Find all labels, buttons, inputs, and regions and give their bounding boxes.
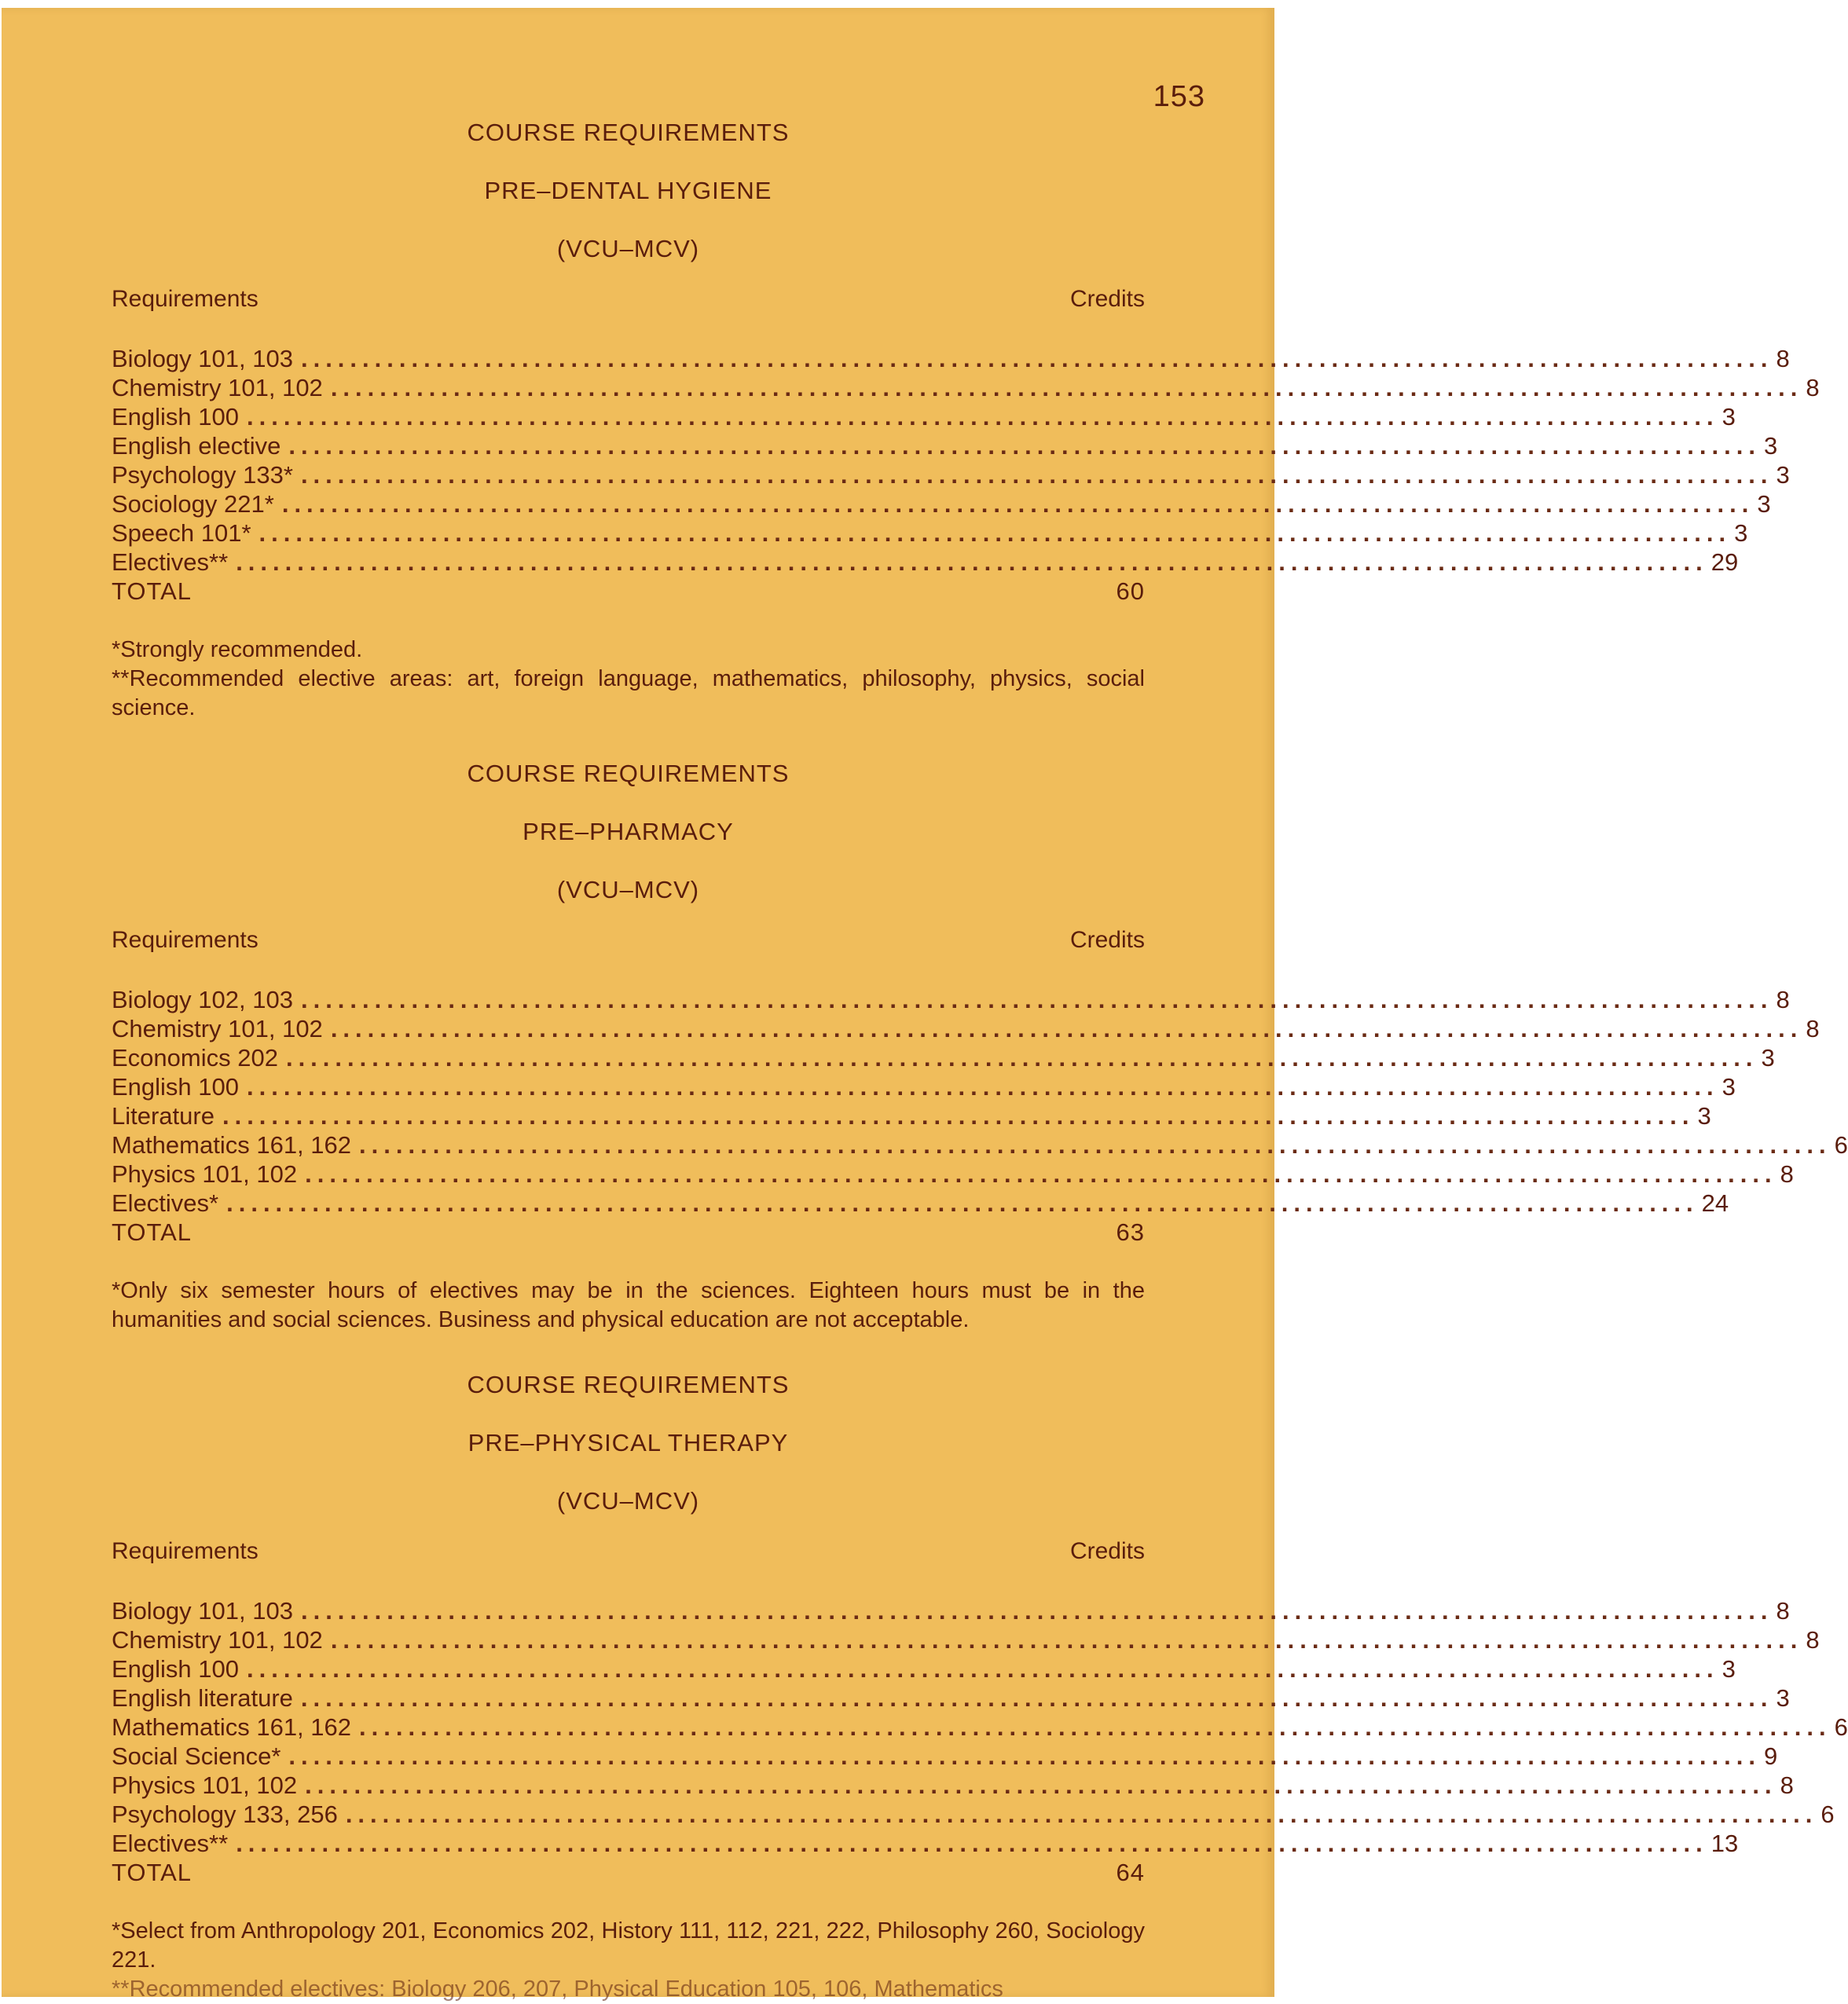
dot-leader: ........................................................................................................................	[359, 1713, 1832, 1741]
course-row	[112, 489, 1771, 518]
course-row	[112, 344, 1790, 373]
document-page	[2, 8, 1848, 2002]
course-name: Chemistry 101, 102	[112, 1626, 323, 1654]
cutoff-footnote: **Recommended electives: Biology 206, 207, Physical Education 105, 106, Mathematics	[112, 1977, 1003, 2002]
course-row	[112, 1160, 1794, 1189]
course-row	[112, 1742, 1778, 1771]
course-row	[112, 1043, 1775, 1072]
section-heading: COURSE REQUIREMENTS	[467, 119, 790, 146]
course-list	[112, 1596, 1848, 1858]
footnotes	[112, 1917, 1145, 2002]
dot-leader: ........................................................................................................................	[288, 1742, 1761, 1770]
course-credits: 3	[1757, 490, 1771, 518]
section-pre-dental-hygiene	[112, 104, 1820, 723]
course-row	[112, 402, 1736, 431]
course-name: English 100	[112, 1655, 240, 1683]
course-credits: 9	[1763, 1742, 1778, 1770]
course-credits: 6	[1834, 1131, 1848, 1159]
course-credits: 3	[1776, 461, 1790, 489]
course-name: Mathematics 161, 162	[112, 1713, 352, 1741]
course-row	[112, 985, 1790, 1014]
dot-leader: ........................................................................................................................	[330, 1015, 1803, 1042]
dot-leader: ........................................................................................................................	[300, 461, 1773, 489]
course-row	[112, 431, 1778, 460]
dot-leader: ........................................................................................................................	[288, 432, 1761, 460]
course-row	[112, 548, 1739, 577]
dot-leader: ........................................................................................................................	[330, 374, 1803, 401]
course-credits: 3	[1763, 432, 1778, 460]
page-number: 153	[1153, 80, 1205, 113]
course-row	[112, 460, 1790, 489]
total-label: TOTAL	[112, 577, 192, 605]
course-credits: 8	[1780, 1160, 1794, 1188]
column-headers	[112, 927, 1145, 985]
course-credits: 8	[1780, 1771, 1794, 1799]
section-pre-physical-therapy	[112, 1356, 1848, 2002]
course-credits: 6	[1820, 1801, 1835, 1828]
column-headers	[112, 1538, 1145, 1596]
course-row	[112, 1101, 1711, 1130]
total-credits: 60	[1116, 577, 1145, 605]
program-title: PRE–DENTAL HYGIENE	[484, 177, 772, 204]
course-credits: 3	[1722, 1655, 1736, 1683]
course-row	[112, 518, 1748, 548]
course-row	[112, 1654, 1736, 1683]
dot-leader: ........................................................................................................................	[359, 1131, 1832, 1159]
course-credits: 3	[1722, 1073, 1736, 1101]
dot-leader: ........................................................................................................................	[300, 1684, 1773, 1712]
course-row	[112, 1014, 1820, 1043]
course-name: Economics 202	[112, 1044, 278, 1072]
dot-leader: ........................................................................................................................	[285, 1044, 1758, 1072]
requirements-header: Requirements	[112, 927, 258, 953]
credits-header: Credits	[1069, 927, 1145, 953]
institution-label: (VCU–MCV)	[556, 235, 700, 262]
dot-leader: ........................................................................................................................	[236, 548, 1708, 576]
course-row	[112, 1625, 1820, 1654]
course-name: English 100	[112, 403, 240, 430]
course-name: Biology 101, 103	[112, 1597, 293, 1625]
dot-leader: ........................................................................................................................	[236, 1830, 1708, 1857]
course-credits: 13	[1710, 1830, 1739, 1857]
course-name: English elective	[112, 432, 281, 460]
course-credits: 3	[1697, 1102, 1711, 1130]
course-credits: 3	[1722, 403, 1736, 430]
course-credits: 8	[1806, 1015, 1820, 1042]
course-name: Electives*	[112, 1189, 219, 1217]
total-label: TOTAL	[112, 1218, 192, 1246]
course-name: Mathematics 161, 162	[112, 1131, 352, 1159]
total-credits: 63	[1116, 1218, 1145, 1246]
program-title: PRE–PHARMACY	[522, 818, 734, 845]
course-name: Chemistry 101, 102	[112, 374, 323, 401]
course-name: Physics 101, 102	[112, 1160, 298, 1188]
course-name: Biology 101, 103	[112, 345, 293, 372]
course-row	[112, 1800, 1835, 1829]
course-row	[112, 1713, 1848, 1742]
course-row	[112, 1189, 1729, 1218]
institution-label: (VCU–MCV)	[556, 876, 700, 903]
course-name: Sociology 221*	[112, 490, 274, 518]
requirements-header: Requirements	[112, 286, 258, 312]
course-name: English 100	[112, 1073, 240, 1101]
course-row	[112, 1683, 1790, 1713]
requirements-header: Requirements	[112, 1538, 258, 1564]
dot-leader: ........................................................................................................................	[300, 345, 1773, 372]
section-heading: COURSE REQUIREMENTS	[467, 1371, 790, 1398]
course-name: Speech 101*	[112, 519, 251, 547]
course-credits: 8	[1806, 374, 1820, 401]
program-title: PRE–PHYSICAL THERAPY	[468, 1429, 789, 1456]
footnote: *Select from Anthropology 201, Economics 202, History 111, 112, 221, 222, Philosophy 260, Sociology 221.	[112, 1918, 1145, 1973]
dot-leader: ........................................................................................................................	[345, 1801, 1818, 1828]
course-row	[112, 373, 1820, 402]
course-row	[112, 1829, 1739, 1858]
course-name: Electives**	[112, 548, 229, 576]
footnote: *Only six semester hours of electives may be in the sciences. Eighteen hours must be in the humanities and social sciences. Business and physical education are not acceptable.	[112, 1278, 1145, 1332]
dot-leader: ........................................................................................................................	[305, 1160, 1777, 1188]
course-list	[112, 985, 1848, 1218]
institution-label: (VCU–MCV)	[556, 1487, 700, 1515]
course-credits: 8	[1806, 1626, 1820, 1654]
course-name: Literature	[112, 1102, 214, 1130]
course-credits: 8	[1776, 1597, 1790, 1625]
dot-leader: ........................................................................................................................	[258, 519, 1732, 547]
credits-header: Credits	[1069, 286, 1145, 312]
course-credits: 3	[1761, 1044, 1775, 1072]
course-credits: 24	[1701, 1189, 1729, 1217]
course-credits: 3	[1776, 1684, 1790, 1712]
dot-leader: ........................................................................................................................	[300, 1597, 1773, 1625]
course-row	[112, 1771, 1794, 1800]
dot-leader: ........................................................................................................................	[330, 1626, 1803, 1654]
dot-leader: ........................................................................................................................	[226, 1189, 1699, 1217]
dot-leader: ........................................................................................................................	[281, 490, 1754, 518]
course-credits: 6	[1834, 1713, 1848, 1741]
section-pre-pharmacy	[112, 745, 1848, 1335]
course-credits: 3	[1734, 519, 1748, 547]
column-headers	[112, 286, 1145, 344]
course-name: Social Science*	[112, 1742, 281, 1770]
dot-leader: ........................................................................................................................	[247, 403, 1719, 430]
total-row	[112, 1858, 1145, 1887]
course-name: Psychology 133, 256	[112, 1801, 338, 1828]
total-row	[112, 577, 1145, 606]
footnote: **Recommended elective areas: art, foreign language, mathematics, philosophy, physics, social science.	[112, 666, 1145, 720]
credits-header: Credits	[1069, 1538, 1145, 1564]
footnotes	[112, 1277, 1145, 1335]
dot-leader: ........................................................................................................................	[305, 1771, 1777, 1799]
total-row	[112, 1218, 1145, 1247]
course-credits: 8	[1776, 345, 1790, 372]
course-name: English literature	[112, 1684, 293, 1712]
footnotes	[112, 636, 1145, 723]
course-credits: 29	[1710, 548, 1739, 576]
course-row	[112, 1596, 1790, 1625]
course-name: Biology 102, 103	[112, 986, 293, 1013]
total-credits: 64	[1116, 1859, 1145, 1886]
dot-leader: ........................................................................................................................	[222, 1102, 1695, 1130]
footnote: *Strongly recommended.	[112, 637, 363, 662]
course-row	[112, 1072, 1736, 1101]
course-name: Chemistry 101, 102	[112, 1015, 323, 1042]
course-list	[112, 344, 1820, 577]
course-name: Electives**	[112, 1830, 229, 1857]
course-name: Psychology 133*	[112, 461, 293, 489]
course-name: Physics 101, 102	[112, 1771, 298, 1799]
dot-leader: ........................................................................................................................	[247, 1073, 1719, 1101]
section-heading: COURSE REQUIREMENTS	[467, 760, 790, 787]
total-label: TOTAL	[112, 1859, 192, 1886]
dot-leader: ........................................................................................................................	[300, 986, 1773, 1013]
course-credits: 8	[1776, 986, 1790, 1013]
dot-leader: ........................................................................................................................	[247, 1655, 1719, 1683]
course-row	[112, 1130, 1848, 1160]
